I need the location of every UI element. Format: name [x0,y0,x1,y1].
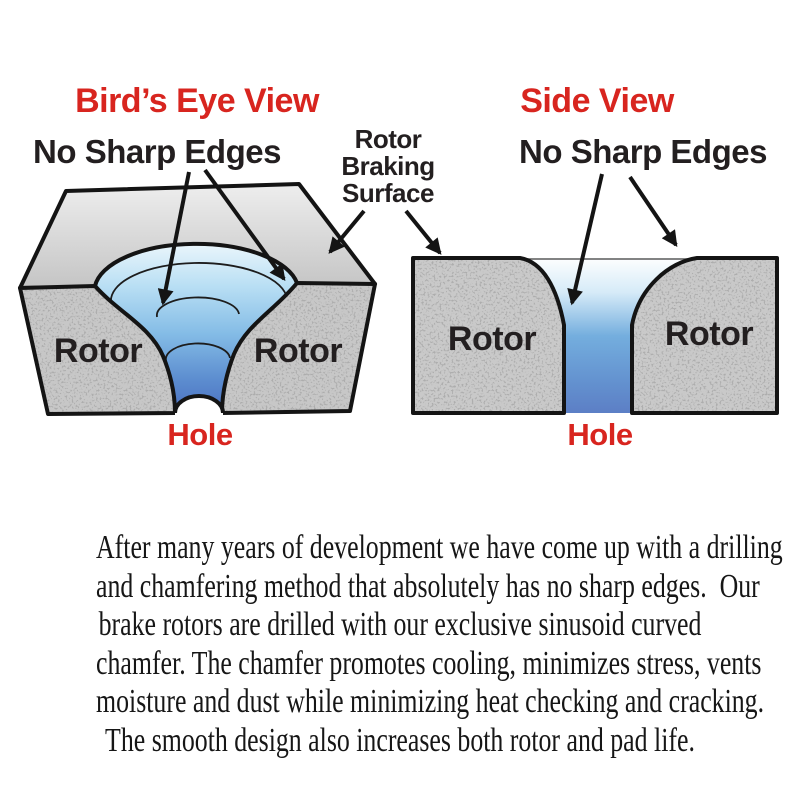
no-sharp-edges-label-right: No Sharp Edges [519,133,767,170]
paragraph-line: moisture and dust while minimizing heat checking and cracking. [96,683,765,721]
rotor-braking-surface-line3: Surface [342,178,434,208]
sideview-rotor-label-left: Rotor [447,320,537,358]
paragraph-line: The smooth design also increases both rotor and pad life. [105,721,695,759]
paragraph-line: and chamfering method that absolutely has no sharp edges. Our [96,567,760,605]
description-paragraph [96,529,783,761]
paragraph-line: brake rotors are drilled with our exclusive sinusoid curved [98,606,702,644]
birdseye-rotor-label-right: Rotor [253,332,343,370]
birdseye-block [20,184,375,417]
birdseye-hole-label: Hole [167,417,233,452]
sideview-rotor-label-right: Rotor [664,315,754,353]
arrow-braking-surface-right [406,211,440,253]
rotor-braking-surface-label [308,126,468,207]
sideview-title: Side View [520,82,674,120]
rotor-braking-surface-line2: Braking [341,151,435,181]
no-sharp-edges-label-left: No Sharp Edges [33,133,281,170]
paragraph-line: After many years of development we have come up with a drilling [96,529,783,566]
rotor-braking-surface-line1: Rotor [354,124,422,154]
sideview-hole-label: Hole [567,417,633,452]
birdseye-rotor-label-left: Rotor [53,332,143,370]
birdseye-title: Bird’s Eye View [75,82,319,120]
arrow-nosharp-right-b [630,177,676,245]
paragraph-line: chamfer. The chamfer promotes cooling, minimizes stress, vents [96,644,762,682]
